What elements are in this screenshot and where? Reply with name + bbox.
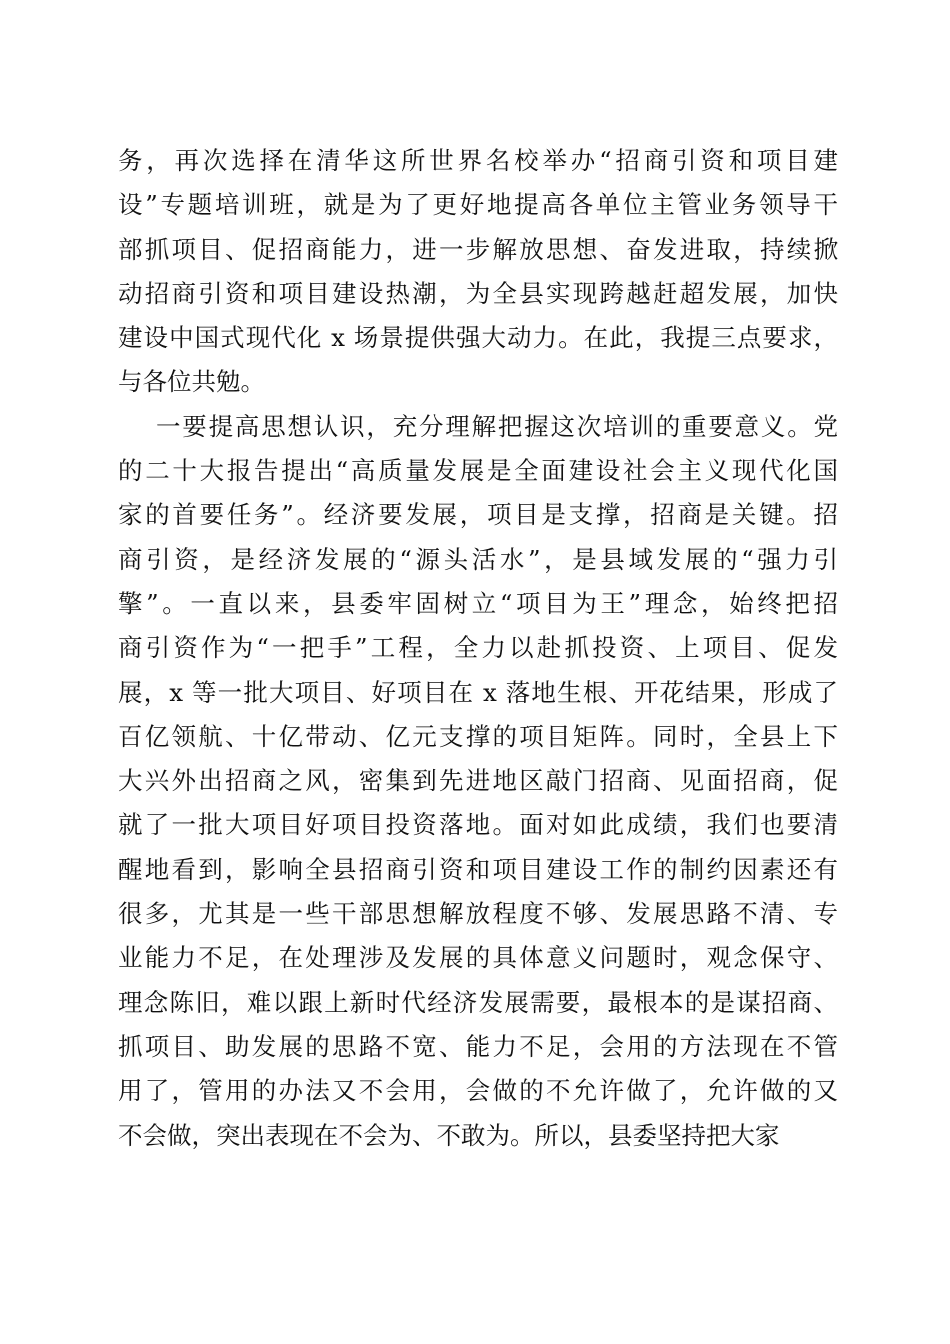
- text-line-15: 大兴外出招商之风，密集到先进地区敲门招商、见面招商，促: [118, 766, 838, 796]
- text-line-8: 的二十大报告提出“高质量发展是全面建设社会主义现代化国: [118, 456, 838, 486]
- text-line-7: 一要提高思想认识，充分理解把握这次培训的重要意义。党: [156, 411, 838, 441]
- text-line-11: 擎”。一直以来，县委牢固树立“项目为王”理念，始终把招: [118, 588, 838, 618]
- text-line-13: 展，x 等一批大项目、好项目在 x 落地生根、开花结果，形成了: [118, 677, 838, 707]
- text-line-22: 用了，管用的办法又不会用，会做的不允许做了，允许做的又: [118, 1076, 838, 1106]
- text-line-19: 业能力不足，在处理涉及发展的具体意义问题时，观念保守、: [118, 943, 838, 973]
- text-line-21: 抓项目、助发展的思路不宽、能力不足，会用的方法现在不管: [118, 1031, 838, 1061]
- text-line-2: 设”专题培训班，就是为了更好地提高各单位主管业务领导干: [118, 190, 838, 220]
- text-line-18: 很多，尤其是一些干部思想解放程度不够、发展思路不清、专: [118, 899, 838, 929]
- text-line-1: 务，再次选择在清华这所世界名校举办“招商引资和项目建: [118, 146, 838, 175]
- text-line-10: 商引资，是经济发展的“源头活水”，是县域发展的“强力引: [118, 544, 838, 574]
- text-line-4: 动招商引资和项目建设热潮，为全县实现跨越赶超发展，加快: [118, 278, 838, 308]
- text-line-3: 部抓项目、促招商能力，进一步解放思想、奋发进取，持续掀: [118, 234, 838, 264]
- text-line-20: 理念陈旧，难以跟上新时代经济发展需要，最根本的是谋招商、: [118, 987, 838, 1017]
- text-line-5: 建设中国式现代化 x 场景提供强大动力。在此，我提三点要求，: [118, 323, 838, 353]
- text-line-12: 商引资作为“一把手”工程，全力以赴抓投资、上项目、促发: [118, 633, 838, 663]
- text-line-6: 与各位共勉。: [118, 367, 265, 397]
- text-line-16: 就了一批大项目好项目投资落地。面对如此成绩，我们也要清: [118, 810, 838, 840]
- text-line-14: 百亿领航、十亿带动、亿元支撑的项目矩阵。同时，全县上下: [118, 721, 838, 751]
- text-line-9: 家的首要任务”。经济要发展，项目是支撑，招商是关键。招: [118, 500, 838, 530]
- document-body: [118, 139, 838, 1158]
- text-line-17: 醒地看到，影响全县招商引资和项目建设工作的制约因素还有: [118, 854, 838, 884]
- text-line-23: 不会做，突出表现在不会为、不敢为。所以，县委坚持把大家: [118, 1120, 780, 1150]
